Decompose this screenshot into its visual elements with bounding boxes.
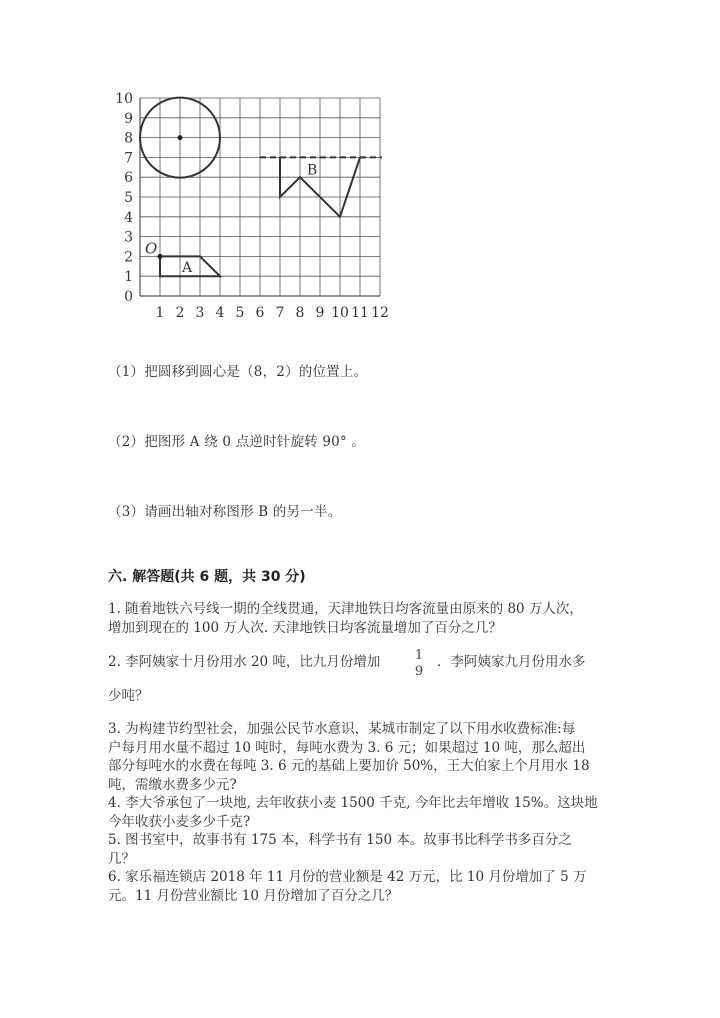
svg-text:2: 2: [124, 249, 133, 266]
svg-text:7: 7: [275, 305, 285, 321]
svg-text:1: 1: [124, 269, 133, 286]
problem-2-before: 2. 李阿姨家十月份用水 20 吨，比九月份增加: [108, 654, 381, 670]
point-o-dot: [158, 254, 163, 259]
fraction-one-ninth: [411, 648, 427, 680]
sub-question-3: （3）请画出轴对称图形 B 的另一半。: [108, 504, 342, 520]
fraction-denominator: 9: [414, 664, 424, 679]
section-heading: 六. 解答题(共 6 题，共 30 分): [108, 569, 306, 585]
problem-4-line-1: 4. 李大爷承包了一块地, 去年收获小麦 1500 千克, 今年比去年增收 15%。这块地: [108, 795, 598, 811]
svg-text:12: 12: [371, 305, 389, 321]
svg-text:5: 5: [235, 305, 245, 321]
problem-2-after: ．李阿姨家九月份用水多: [437, 654, 586, 670]
svg-text:6: 6: [124, 170, 133, 187]
problem-3-line-2: 户每月用水量不超过 10 吨时，每吨水费为 3. 6 元；如果超过 10 吨，那么超出: [108, 739, 586, 756]
problem-1-line-1: 1. 随着地铁六号线一期的全线贯通，天津地铁日均客流量由原来的 80 万人次，: [108, 601, 583, 617]
svg-text:5: 5: [124, 190, 133, 206]
svg-text:9: 9: [315, 305, 325, 321]
fraction-numerator: 1: [414, 648, 424, 663]
svg-text:10: 10: [115, 91, 133, 107]
problem-2-line-1: [108, 653, 586, 672]
shape-b-label: B: [307, 162, 318, 179]
problem-5-line-1: 5. 图书室中，故事书有 175 本，科学书有 150 本。故事书比科学书多百分之: [108, 832, 572, 848]
circle-center-dot: [178, 135, 183, 140]
problem-3-line-4: 吨，需缴水费多少元?: [108, 776, 237, 793]
grid-lines: [140, 98, 380, 296]
svg-text:8: 8: [124, 130, 133, 147]
svg-text:3: 3: [124, 229, 133, 246]
x-axis-labels: [156, 305, 389, 321]
point-o-label: O: [145, 239, 158, 258]
svg-text:10: 10: [331, 305, 349, 321]
problem-4-line-2: 今年收获小麦多少千克?: [108, 813, 251, 830]
svg-text:9: 9: [124, 110, 133, 127]
problem-1: [108, 600, 583, 637]
svg-text:3: 3: [195, 305, 205, 321]
problem-5-line-2: 几？: [108, 850, 135, 867]
svg-text:4: 4: [215, 305, 225, 321]
svg-text:1: 1: [155, 305, 165, 321]
coordinate-grid-figure: [0, 0, 720, 330]
problem-1-line-2: 增加到现在的 100 万人次. 天津地铁日均客流量增加了百分之几？: [108, 619, 502, 636]
problem-6-line-2: 元。11 月份营业额比 10 月份增加了百分之几？: [108, 887, 399, 904]
svg-text:0: 0: [124, 289, 133, 305]
svg-text:7: 7: [124, 150, 133, 167]
problem-3-line-3: 部分每吨水的水费在每吨 3. 6 元的基础上要加价 50%，王大伯家上个月用水 18: [108, 758, 590, 774]
svg-text:11: 11: [351, 305, 369, 321]
sub-question-2: （2）把图形 A 绕 0 点逆时针旋转 90° 。: [108, 434, 366, 450]
svg-text:4: 4: [124, 209, 133, 226]
shape-a-label: A: [182, 260, 193, 277]
problem-6-line-1: 6. 家乐福连锁店 2018 年 11 月份的营业额是 42 万元，比 10 月份增加了 5 万: [108, 869, 587, 885]
svg-text:2: 2: [175, 305, 185, 321]
svg-text:8: 8: [295, 305, 305, 321]
problem-3-line-1: 3. 为构建节约型社会，加强公民节水意识，某城市制定了以下用水收费标准:每: [108, 721, 576, 737]
problem-3: [108, 720, 598, 905]
sub-question-1: （1）把圆移到圆心是（8，2）的位置上。: [108, 364, 368, 380]
problem-2-line-2: 少吨？: [108, 688, 149, 704]
y-axis-labels: [115, 91, 133, 305]
svg-text:6: 6: [255, 305, 265, 321]
